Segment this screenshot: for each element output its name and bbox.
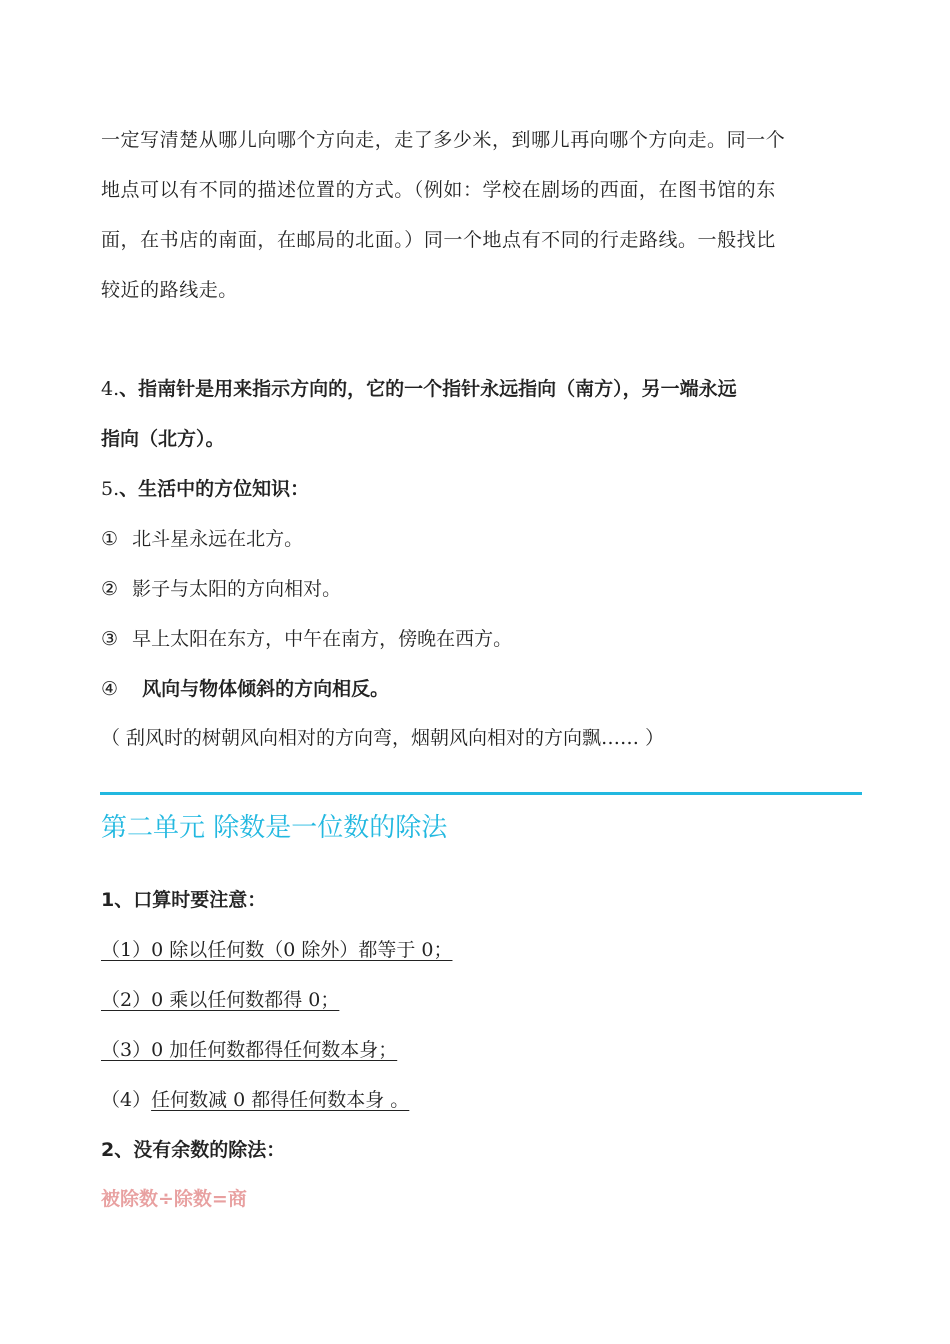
item4-text-line-1: 、指南针是用来指示方向的，它的一个指针永远指向（南方），另一端永远 xyxy=(119,378,737,400)
item5-number: 5. xyxy=(101,478,120,500)
point-text: 早上太阳在东方，中午在南方，傍晚在西方。 xyxy=(132,628,513,650)
rule-2: （2）0 乘以任何数都得 0； xyxy=(101,989,340,1011)
intro-line-1: 一定写清楚从哪儿向哪个方向走，走了多少米，到哪儿再向哪个方向走。同一个 xyxy=(101,129,786,151)
item5-point-1 xyxy=(101,527,303,551)
intro-line-3: 面，在书店的南面，在邮局的北面。）同一个地点有不同的行走路线。一般找比 xyxy=(101,229,776,251)
item5-point-2 xyxy=(101,577,341,601)
point-marker: ③ xyxy=(101,628,119,650)
rule-1: （1）0 除以任何数（0 除外）都等于 0； xyxy=(101,939,453,961)
item5-title: 、生活中的方位知识： xyxy=(119,478,310,500)
item5-point-3 xyxy=(101,627,512,651)
section1-title: 1、口算时要注意： xyxy=(101,889,267,911)
point-marker: ② xyxy=(101,578,119,600)
item5-point-4 xyxy=(101,677,389,701)
rule-4 xyxy=(101,1088,409,1112)
section-divider xyxy=(100,792,862,795)
point-text: 影子与太阳的方向相对。 xyxy=(132,578,342,600)
point-marker: ① xyxy=(101,528,119,550)
division-formula: 被除数÷除数=商 xyxy=(101,1188,247,1210)
point-text: 北斗星永远在北方。 xyxy=(132,528,304,550)
unit-heading: 第二单元 除数是一位数的除法 xyxy=(101,813,448,843)
intro-line-2: 地点可以有不同的描述位置的方式。（例如：学校在剧场的西面，在图书馆的东 xyxy=(101,179,776,201)
rule-4-text: 任何数减 0 都得任何数本身 。 xyxy=(151,1089,410,1111)
item4-line-1 xyxy=(101,377,737,401)
intro-line-4: 较近的路线走。 xyxy=(101,279,238,301)
rule-3: （3）0 加任何数都得任何数本身； xyxy=(101,1039,398,1061)
item4-text-line-2: 指向（北方）。 xyxy=(101,428,225,450)
item5-title-line xyxy=(101,477,309,501)
point-marker: ④ xyxy=(101,678,119,700)
item5-note: （ 刮风时的树朝风向相对的方向弯，烟朝风向相对的方向飘…… ） xyxy=(101,727,665,749)
point-text: 风向与物体倾斜的方向相反。 xyxy=(142,678,390,700)
rule-4-prefix: （4） xyxy=(101,1089,152,1111)
item4-number: 4. xyxy=(101,378,120,400)
section2-title: 2、没有余数的除法： xyxy=(101,1139,286,1161)
